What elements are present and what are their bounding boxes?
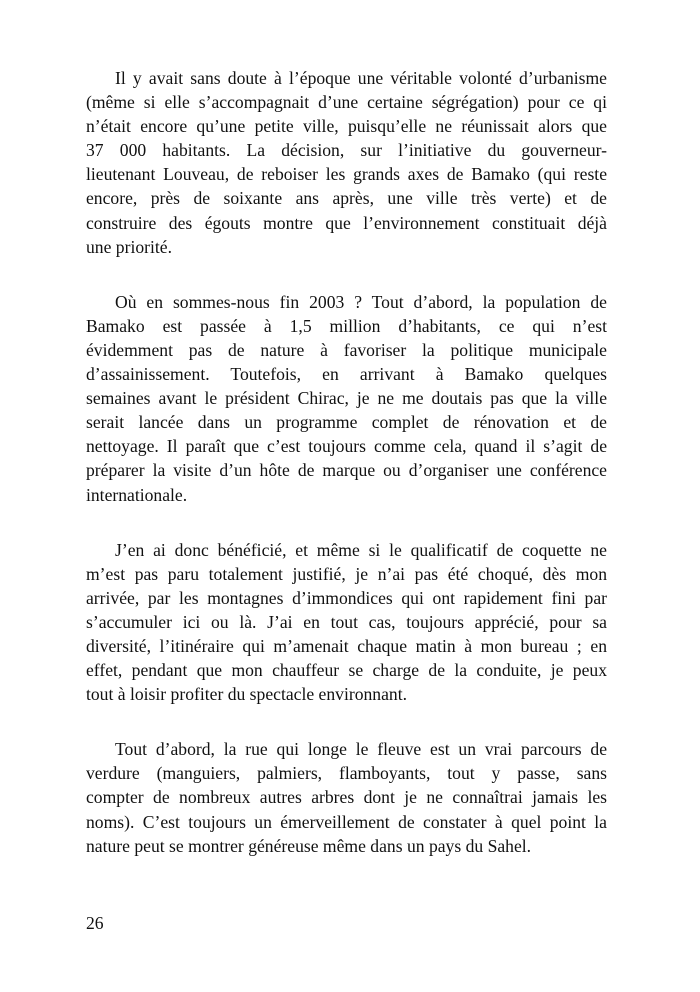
text-line: (même si elle s’accompagnait d’une certaine ségrégation) pour ce qi	[86, 92, 607, 113]
text-line: tout à loisir profiter du spectacle environnant.	[86, 684, 407, 705]
body-text	[86, 66, 607, 889]
text-line: noms). C’est toujours un émerveillement de constater à quel point la	[86, 811, 607, 832]
text-line: effet, pendant que mon chauffeur se charge de la conduite, je peux	[86, 660, 607, 681]
text-line: arrivée, par les montagnes d’immondices qui ont rapidement fini par	[86, 587, 607, 608]
text-line: semaines avant le président Chirac, je ne me doutais pas que la ville	[86, 388, 607, 409]
text-line: encore, près de soixante ans après, une ville très verte) et de	[86, 188, 607, 209]
text-line: évidemment pas de nature à favoriser la politique municipale	[86, 339, 607, 360]
text-line: Il y avait sans doute à l’époque une véritable volonté d’urbanisme	[115, 68, 607, 88]
text-line: diversité, l’itinéraire qui m’amenait chaque matin à mon bureau ; en	[86, 635, 607, 656]
text-line: Bamako est passée à 1,5 million d’habitants, ce qui n’est	[86, 315, 607, 336]
text-line: d’assainissement. Toutefois, en arrivant à Bamako quelques	[86, 364, 607, 385]
text-line: nettoyage. Il paraît que c’est toujours comme cela, quand il s’agit de	[86, 436, 607, 457]
text-line: m’est pas paru totalement justifié, je n’ai pas été choqué, dès mon	[86, 563, 607, 584]
text-line: 37 000 habitants. La décision, sur l’initiative du gouverneur-	[86, 140, 607, 161]
text-line: construire des égouts montre que l’environnement constituait déjà	[86, 212, 607, 233]
page-number: 26	[86, 913, 104, 933]
text-line: serait lancée dans un programme complet de rénovation et de	[86, 412, 607, 433]
text-line: n’était encore qu’une petite ville, puisqu’elle ne réunissait alors que	[86, 116, 607, 137]
text-line: nature peut se montrer généreuse même dans un pays du Sahel.	[86, 835, 532, 856]
text-line: lieutenant Louveau, de reboiser les grands axes de Bamako (qui reste	[86, 164, 607, 185]
paragraph	[86, 66, 607, 259]
text-line: préparer la visite d’un hôte de marque ou d’organiser une conférence	[86, 460, 607, 481]
text-line: compter de nombreux autres arbres dont je ne connaîtrai jamais les	[86, 787, 607, 808]
paragraph	[86, 538, 607, 707]
text-line: verdure (manguiers, palmiers, flamboyants, tout y passe, sans	[86, 763, 607, 784]
text-line: Où en sommes-nous fin 2003 ? Tout d’abord, la population de	[115, 291, 607, 312]
text-line: internationale.	[86, 484, 188, 505]
text-line: J’en ai donc bénéficié, et même si le qualificatif de coquette ne	[115, 539, 607, 560]
paragraph	[86, 290, 607, 507]
text-line: Tout d’abord, la rue qui longe le fleuve est un vrai parcours de	[115, 739, 607, 760]
text-line: s’accumuler ici ou là. J’ai en tout cas, toujours apprécié, pour sa	[86, 611, 607, 632]
text-line: une priorité.	[86, 236, 172, 257]
paragraph	[86, 737, 607, 857]
